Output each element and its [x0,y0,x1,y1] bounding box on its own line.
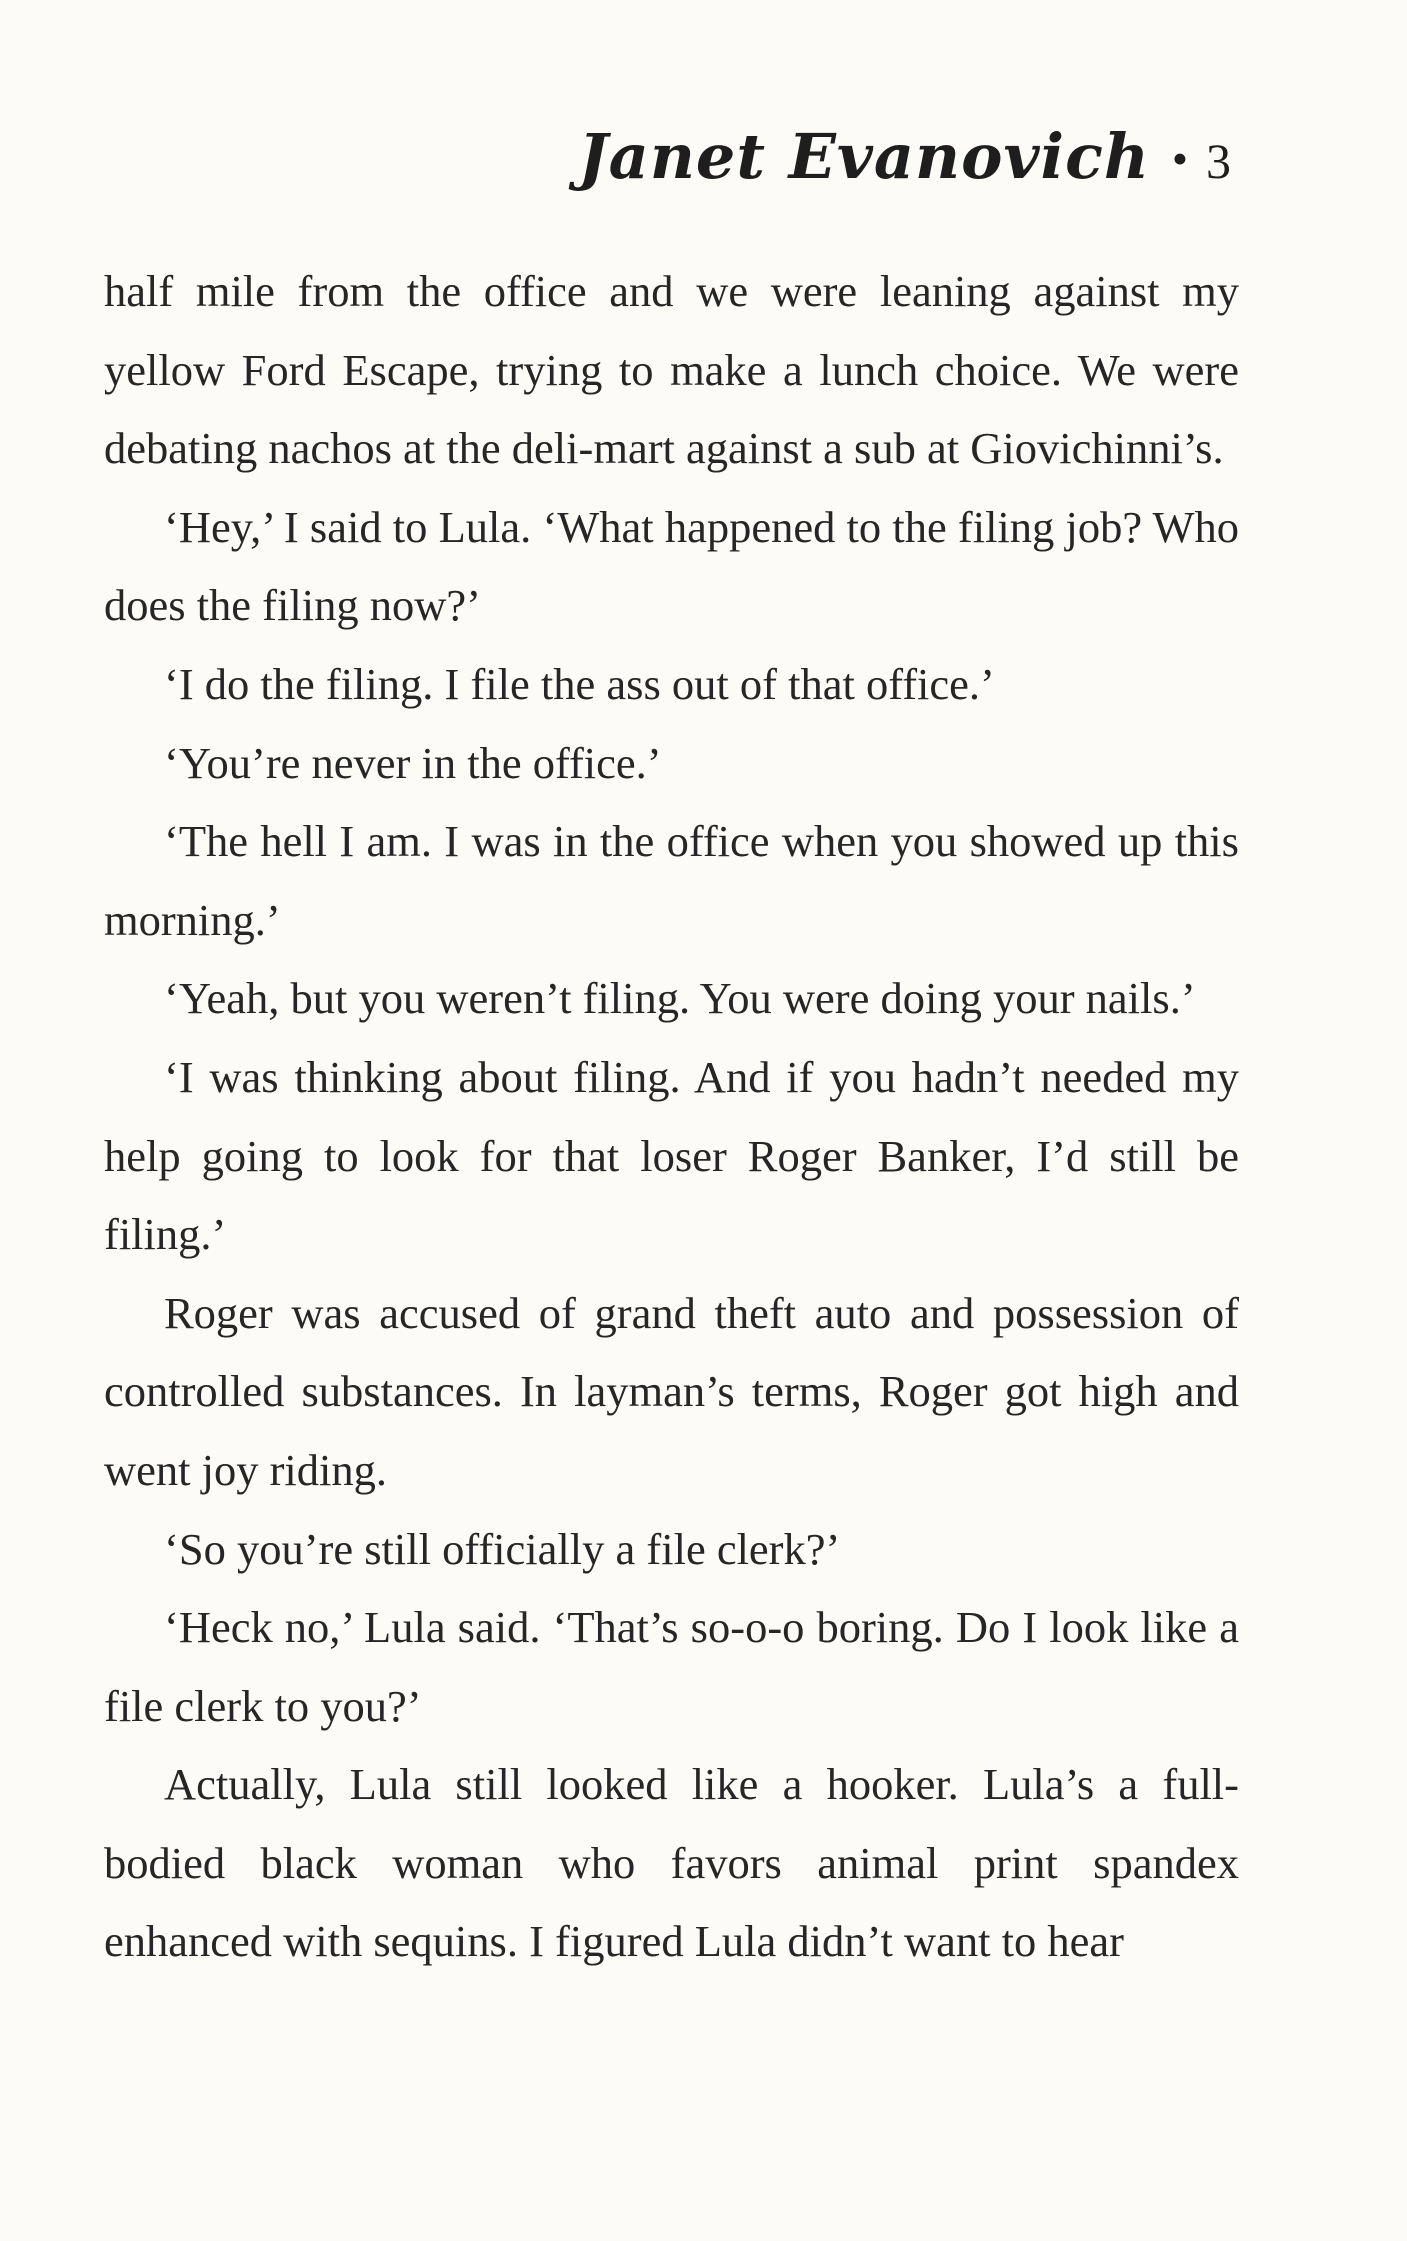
paragraph: ‘Hey,’ I said to Lula. ‘What happened to the filing job? Who does the filing now?’ [104,501,1239,631]
paragraph: half mile from the office and we were leaning against my yellow Ford Escape, trying to make a lunch choice. We were debating nachos at the deli-mart against a sub at Giovichinni’s. [104,266,1239,474]
paragraph: ‘The hell I am. I was in the office when you showed up this morning.’ [104,816,1239,945]
running-head [578,120,1231,220]
author-name: Janet Evanovich [578,120,1150,193]
paragraph: ‘I was thinking about filing. And if you hadn’t needed my help going to look for that loser Roger Banker, I’d still be filing.’ [104,1051,1239,1260]
paragraph: ‘So you’re still officially a file clerk?’ [164,1523,841,1574]
paragraph: ‘Heck no,’ Lula said. ‘That’s so-o-o boring. Do I look like a file clerk to you?’ [104,1602,1239,1731]
body-text [104,252,1239,1981]
paragraph: ‘You’re never in the office.’ [164,737,662,788]
paragraph: Roger was accused of grand theft auto and possession of controlled substances. In layman’s terms, Roger got high and went joy riding. [104,1287,1239,1495]
paragraph: Actually, Lula still looked like a hooker. Lula’s a full-bodied black woman who favors animal print spandex enhanced with sequins. I figured Lula didn’t want to hear [104,1759,1239,1967]
page-number: 3 [1206,133,1231,189]
paragraph: ‘I do the filing. I file the ass out of that office.’ [164,658,995,709]
bullet-separator: • [1171,133,1188,184]
paragraph: ‘Yeah, but you weren’t filing. You were doing your nails.’ [164,973,1196,1024]
